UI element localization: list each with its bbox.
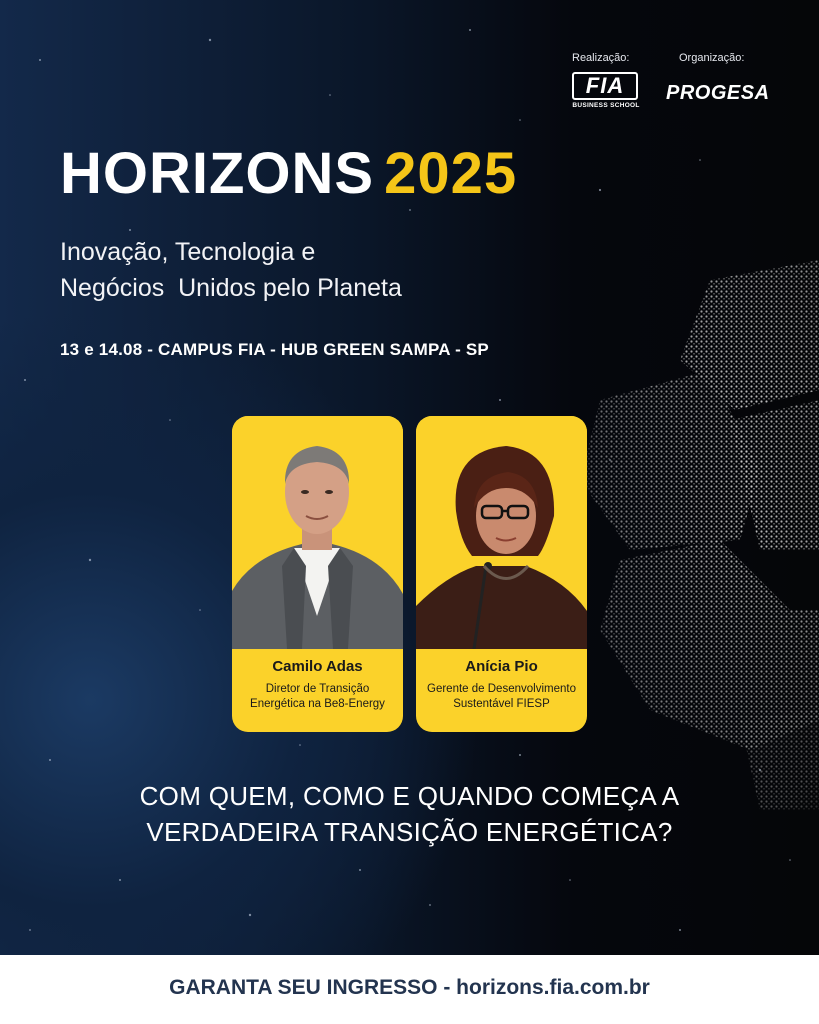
speaker-photo-camilo xyxy=(232,416,403,649)
progesa-logo: PROGESA xyxy=(666,82,770,104)
fia-business-school-logo xyxy=(572,72,640,112)
ticket-cta-link[interactable]: GARANTA SEU INGRESSO - horizons.fia.com.br xyxy=(169,976,650,999)
headline-question xyxy=(0,778,819,850)
speaker-photo-anicia xyxy=(416,416,587,649)
headline-question-line-1: COM QUEM, COMO E QUANDO COMEÇA A xyxy=(139,781,680,811)
realization-label: Realização: xyxy=(572,52,630,64)
fia-logo-mark: FIA xyxy=(572,72,638,100)
fia-logo-subtitle: BUSINESS SCHOOL xyxy=(572,102,640,109)
event-date-location: 13 e 14.08 - CAMPUS FIA - HUB GREEN SAMPA - SP xyxy=(60,340,489,359)
speaker-name: Anícia Pio xyxy=(465,658,538,675)
event-title xyxy=(60,140,517,207)
speaker-card-anicia xyxy=(416,416,587,732)
event-year: 2025 xyxy=(384,141,518,206)
speaker-card-camilo xyxy=(232,416,403,732)
event-subtitle: Inovação, Tecnologia e Negócios Unidos pelo Planeta xyxy=(60,238,402,302)
event-title-name: HORIZONS xyxy=(60,141,375,206)
particle-cubes-graphic xyxy=(560,250,819,810)
faded-background-text xyxy=(78,664,81,680)
organization-label: Organização: xyxy=(679,52,745,64)
speaker-role: Gerente de Desenvolvimento Sustentável FIESP xyxy=(427,683,576,710)
speaker-name: Camilo Adas xyxy=(272,658,363,675)
speaker-role: Diretor de Transição Energética na Be8-Energy xyxy=(250,683,385,710)
headline-question-line-2: VERDADEIRA TRANSIÇÃO ENERGÉTICA? xyxy=(146,817,673,847)
